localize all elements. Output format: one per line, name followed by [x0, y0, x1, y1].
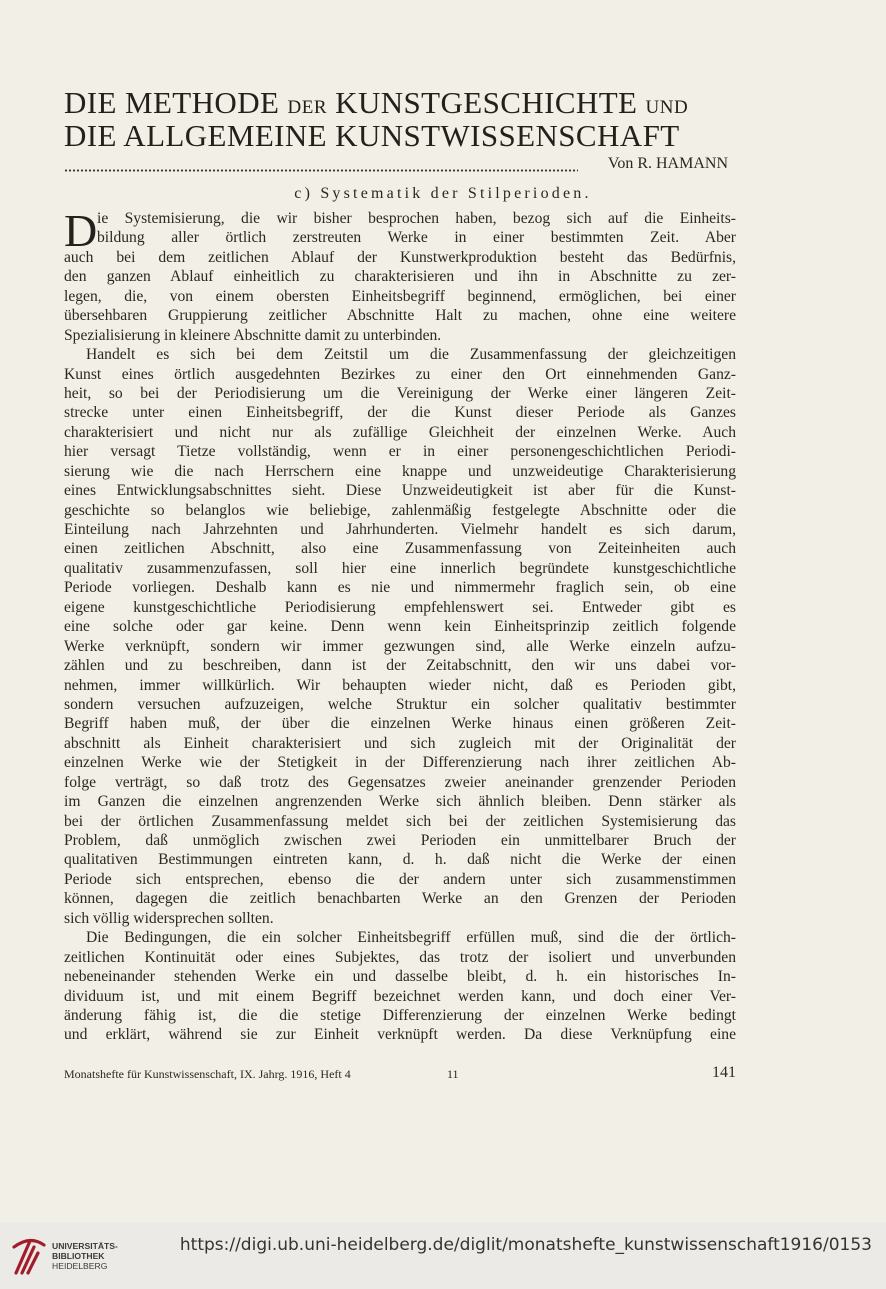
article-title-line2: DIE ALLGEMEINE KUNSTWISSENSCHAFT: [64, 118, 680, 153]
text-line: können, dagegen die zeitlich benachbarten Werke an den Grenzen der Perioden: [64, 890, 736, 908]
text-line: legen, die, von einem obersten Einheitsbegriff beginnend, ermöglichen, bei einer: [64, 287, 736, 305]
text-line: Kunst eines örtlich ausgedehnten Bezirkes zu einer den Ort einnehmenden Ganz-: [64, 365, 736, 383]
text-line: im Ganzen die einzelnen angrenzenden Werke sich ähnlich bleiben. Denn stärker als: [64, 793, 736, 811]
text-line: sondern versuchen aufzuzeigen, welche Struktur ein solcher qualitativ bestimmter: [64, 695, 736, 713]
dotted-leader: [64, 169, 578, 172]
text-line: Problem, daß unmöglich zwischen zwei Perioden ein unmittelbarer Bruch der: [64, 832, 736, 849]
text-line: charakterisiert und nicht nur als zufällige Gleichheit der einzelnen Werke. Auch: [64, 423, 736, 441]
text-line: sich völlig widersprechen sollten.: [64, 909, 274, 927]
article-body: [64, 205, 736, 1045]
text-line: Periode sich entsprechen, ebenso die der andern unter sich zusammenstimmen: [64, 870, 736, 888]
text-line: strecke unter einen Einheitsbegriff, der die Kunst dieser Periode als Ganzes: [64, 404, 736, 422]
text-line: nebeneinander stehenden Werke ein und dasselbe bleibt, d. h. ein historisches In-: [64, 968, 736, 986]
text-line: Spezialisierung in kleinere Abschnitte damit zu unterbinden.: [64, 326, 442, 344]
page-number: 141: [712, 1064, 736, 1081]
text-line: sierung wie die nach Herrschern eine knappe und unzweideutige Charakterisierung: [64, 462, 736, 480]
text-line: einzelnen Werke wie der Stetigkeit in der Differenzierung nach ihrer zeitlichen Ab-: [64, 754, 736, 772]
text-line: eine solche oder gar keine. Denn wenn kein Einheitsprinzip zeitlich folgende: [64, 618, 736, 636]
text-line: eines Entwicklungsabschnittes sieht. Diese Unzweideutigkeit ist aber für die Kunst-: [64, 482, 736, 500]
text-line: bildung aller örtlich zerstreuten Werke in einer bestimmten Zeit. Aber: [97, 229, 736, 247]
text-line: zeitlichen Kontinuität oder eines Subjektes, das trotz der isoliert und unverbunden: [64, 948, 736, 966]
text-line: Einteilung nach Jahrzehnten und Jahrhunderten. Vielmehr handelt es sich darum,: [64, 521, 736, 538]
text-line: qualitativen Bestimmungen eintreten kann, d. h. daß nicht die Werke der einen: [64, 851, 736, 869]
library-name-line1: UNIVERSITÄTS-: [52, 1241, 118, 1251]
byline: [64, 153, 728, 179]
text-line: bei der örtlichen Zusammenfassung meldet sich bei der zeitlichen Systemisierung das: [64, 812, 736, 830]
section-heading: c) Systematik der Stilperioden.: [294, 185, 592, 202]
text-line: qualitativ zusammenzufassen, soll hier eine innerlich begründete kunstgeschichtliche: [64, 559, 736, 577]
text-line: auch bei dem zeitlichen Ablauf der Kunstwerkproduktion besteht das Bedürfnis,: [64, 248, 736, 266]
text-line: Die Bedingungen, die ein solcher Einheitsbegriff erfüllen muß, sind die der örtlich-: [86, 929, 736, 947]
text-line: einen zeitlichen Abschnitt, also eine Zusammenfassung von Zeiteinheiten auch: [64, 540, 736, 558]
signature-mark: 11: [447, 1067, 459, 1081]
library-logo-icon[interactable]: [10, 1233, 50, 1277]
text-line: Handelt es sich bei dem Zeitstil um die Zusammenfassung der gleichzeitigen: [86, 346, 736, 364]
library-name-line3: HEIDELBERG: [52, 1261, 108, 1271]
viewer-footer-bar: [0, 1222, 886, 1289]
text-line: hier versagt Tietze vollständig, wenn er in einer personengeschichtlichen Periodi-: [64, 443, 736, 461]
page-footer: [64, 1064, 736, 1084]
title-word-der: DER: [287, 97, 327, 118]
library-name[interactable]: [52, 1241, 118, 1271]
text-line: ie Systemisierung, die wir bisher besprochen haben, bezog sich auf die Einheits-: [97, 210, 736, 227]
text-line: den ganzen Ablauf einheitlich zu charakterisieren und ihn in Abschnitte zu zer-: [64, 268, 736, 286]
text-line: zählen und zu beschreiben, dann ist der Zeitabschnitt, den wir uns dabei vor-: [64, 657, 736, 675]
text-line: geschichte so belanglos wie beliebige, zahlenmäßig festgelegte Abschnitte oder die: [64, 501, 736, 519]
text-line: folge verträgt, so daß trotz des Gegensatzes zweier aneinander grenzender Perioden: [64, 773, 736, 791]
text-line: heit, so bei der Periodisierung um die Vereinigung der Werke einer längeren Zeit-: [64, 384, 736, 402]
text-line: dividuum ist, und mit einem Begriff bezeichnet werden kann, und doch einer Ver-: [64, 987, 736, 1005]
text-line: abschnitt als Einheit charakterisiert und sich zugleich mit der Originalität der: [64, 734, 736, 752]
title-word-methode: DIE METHODE: [64, 85, 280, 120]
text-line: übersehbaren Gruppierung zeitlicher Abschnitte Halt zu machen, ohne eine weitere: [64, 307, 736, 325]
text-line: Begriff haben muß, der über die einzelnen Werke hinaus einen größeren Zeit-: [64, 715, 736, 733]
title-word-und: UND: [645, 97, 689, 118]
library-name-line2: BIBLIOTHEK: [52, 1251, 105, 1261]
drop-cap: D: [64, 205, 98, 256]
text-line: und erklärt, während sie zur Einheit verknüpft werden. Da diese Verknüpfung eine: [64, 1026, 736, 1044]
text-line: Periode vorliegen. Deshalb kann es nie und nimmermehr fraglich sein, ob eine: [64, 579, 736, 597]
journal-citation: Monatshefte für Kunstwissenschaft, IX. Jahrg. 1916, Heft 4: [64, 1067, 351, 1081]
text-line: änderung fähig ist, die die stetige Differenzierung der einzelnen Werke bedingt: [64, 1006, 736, 1024]
text-line: eigene kunstgeschichtliche Periodisierung empfehlenswert sei. Entweder gibt es: [64, 598, 736, 616]
author-name: Von R. HAMANN: [607, 155, 728, 172]
title-word-kunstgeschichte: KUNSTGESCHICHTE: [335, 85, 638, 120]
text-line: nehmen, immer willkürlich. Wir behaupten wieder nicht, daß es Perioden gibt,: [64, 676, 736, 694]
text-line: Werke verknüpft, sondern wir immer gezwungen sind, alle Werke einzeln aufzu-: [64, 637, 736, 655]
permalink-url[interactable]: https://digi.ub.uni-heidelberg.de/diglit/monatshefte_kunstwissenschaft1916/0153: [179, 1235, 872, 1255]
